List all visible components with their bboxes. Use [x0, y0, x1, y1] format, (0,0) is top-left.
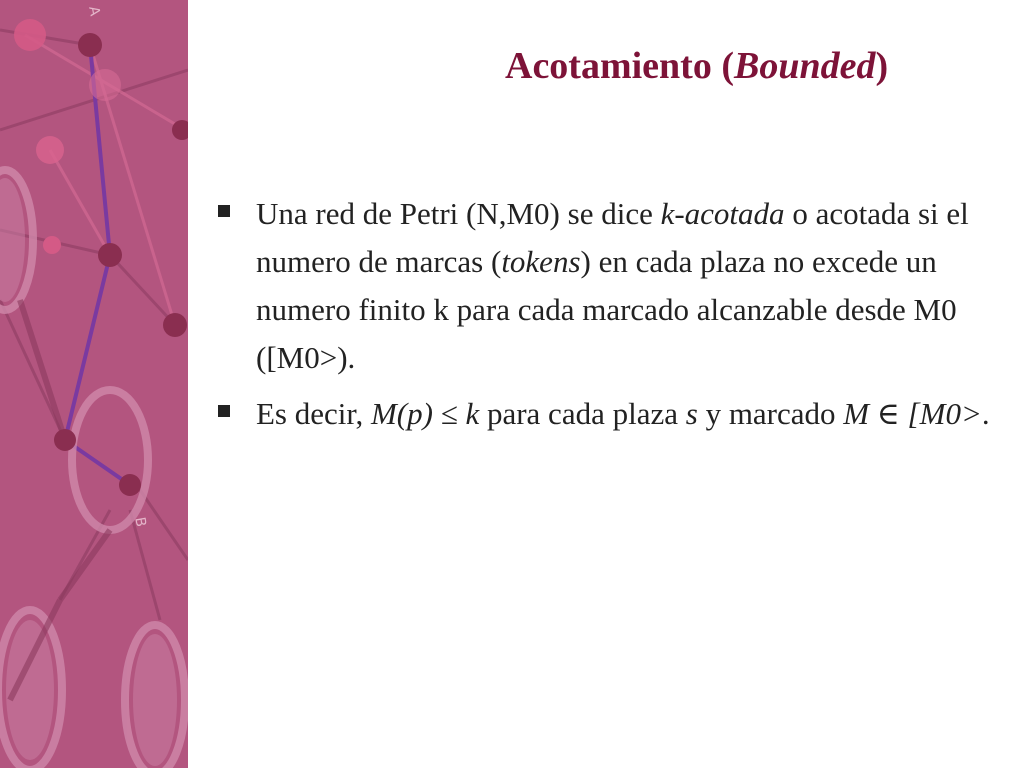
bullet-2-italic-1: M(p) ≤ k — [370, 396, 480, 431]
bullet-list — [214, 190, 994, 438]
bullet-square-icon — [218, 405, 230, 417]
bullet-1-text-1: Una red de Petri (N,M0) se dice — [256, 196, 661, 231]
bullet-2-italic-2: s — [685, 396, 698, 431]
bullet-1-text-2: o acotada si el numero de marcas ( — [256, 196, 969, 279]
bullet-2-text-4: . — [981, 396, 990, 431]
bullet-item-2 — [214, 390, 994, 438]
bullet-1-italic-2: tokens — [501, 244, 581, 279]
slide-title — [505, 44, 888, 90]
title-end: ) — [875, 45, 889, 87]
decorative-sidebar — [0, 0, 188, 768]
letter-b: B — [131, 515, 149, 529]
bullet-square-icon — [218, 205, 230, 217]
bullet-2-italic-3: M ∈ [M0> — [843, 396, 982, 431]
bullet-2-text-2: para cada plaza — [479, 396, 686, 431]
bullet-2-text-1: Es decir, — [256, 396, 371, 431]
title-main: Acotamiento ( — [505, 45, 734, 87]
title-italic: Bounded — [733, 45, 876, 87]
petri-net-decoration — [0, 0, 188, 768]
bullet-2-text-3: y marcado — [697, 396, 844, 431]
bullet-1-text-3: ) en cada plaza no excede un numero finito k para cada marcado alcanzable desde M0 ([M0>). — [256, 244, 957, 375]
bullet-item-1 — [214, 190, 994, 382]
bullet-1-italic-1: k-acotada — [660, 196, 785, 231]
letter-a: A — [85, 4, 103, 18]
